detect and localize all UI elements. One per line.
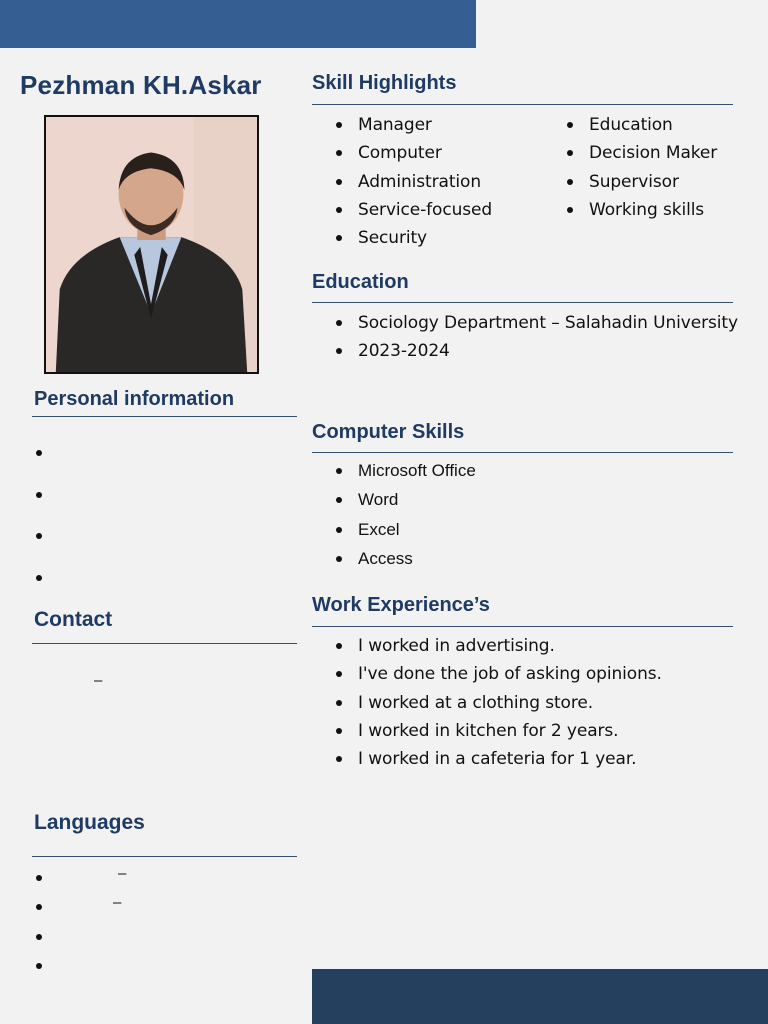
language-value: – [113, 894, 122, 912]
education-heading: Education [312, 271, 409, 293]
list-item: Manager [334, 111, 492, 139]
list-item [34, 484, 58, 526]
list-item [34, 525, 58, 567]
skills-list-col2 [565, 111, 717, 224]
personal-information-divider [32, 416, 297, 417]
skills-list-col1 [334, 111, 492, 252]
list-item [34, 955, 66, 984]
list-item [34, 926, 66, 955]
list-item: Sociology Department – Salahadin University [334, 309, 664, 337]
footer-accent-bar [312, 969, 768, 1024]
language-value: – [118, 865, 127, 882]
contact-value: – [94, 672, 103, 689]
candidate-name: Pezhman KH.Askar [20, 70, 262, 100]
list-item: Education [565, 111, 717, 139]
list-item: 2023-2024 [334, 337, 664, 365]
list-item [34, 894, 122, 925]
computer-skills-divider [312, 452, 733, 453]
computer-skills-heading: Computer Skills [312, 421, 465, 443]
list-item [34, 567, 58, 609]
list-item: I've done the job of asking opinions. [334, 660, 662, 688]
list-item: Excel [334, 515, 476, 544]
contact-divider [32, 643, 297, 644]
list-item: Computer [334, 139, 492, 167]
skill-highlights-heading: Skill Highlights [312, 72, 457, 94]
computer-skills-list [334, 456, 476, 573]
profile-photo [44, 115, 259, 374]
list-item: Decision Maker [565, 139, 717, 167]
list-item: Working skills [565, 196, 717, 224]
languages-heading: Languages [34, 811, 145, 834]
list-item: I worked in a cafeteria for 1 year. [334, 745, 662, 773]
list-item: Microsoft Office [334, 456, 476, 485]
languages-list [34, 865, 127, 984]
work-experience-divider [312, 626, 733, 627]
list-item: Access [334, 544, 476, 573]
list-item: I worked in kitchen for 2 years. [334, 717, 662, 745]
list-item: Supervisor [565, 168, 717, 196]
contact-heading: Contact [34, 608, 113, 631]
education-divider [312, 302, 733, 303]
languages-divider [32, 856, 297, 857]
list-item: Administration [334, 168, 492, 196]
list-item [34, 865, 127, 896]
list-item [34, 442, 58, 484]
work-experience-heading: Work Experience’s [312, 594, 490, 616]
list-item: Service-focused [334, 196, 492, 224]
personal-information-heading: Personal information [34, 388, 235, 410]
header-accent-bar [0, 0, 476, 48]
list-item: Security [334, 224, 492, 252]
list-item: I worked in advertising. [334, 632, 662, 660]
work-experience-list [334, 632, 662, 773]
personal-information-list [34, 442, 58, 608]
education-list [334, 309, 738, 365]
list-item: I worked at a clothing store. [334, 689, 662, 717]
skill-highlights-divider [312, 104, 733, 105]
list-item: Word [334, 485, 476, 514]
